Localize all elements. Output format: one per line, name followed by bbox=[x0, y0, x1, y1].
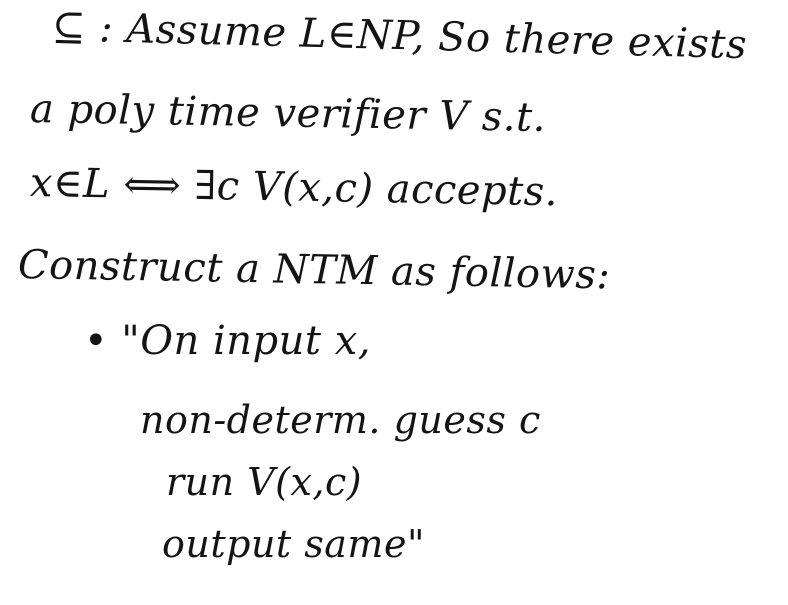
note-line-on-input-x: • "On input x, bbox=[84, 318, 371, 364]
note-line-output-same: output same" bbox=[162, 522, 425, 566]
note-line-construct-ntm: Construct a NTM as follows: bbox=[17, 242, 611, 299]
note-line-run-verifier: run V(x,c) bbox=[166, 460, 363, 504]
note-line-poly-time-verifier: a poly time verifier V s.t. bbox=[29, 86, 547, 142]
note-line-verifier-condition: x∈L ⟺ ∃c V(x,c) accepts. bbox=[29, 160, 559, 216]
note-line-nondeterm-guess: non-determ. guess c bbox=[140, 398, 541, 442]
note-line-subset-assume-l-in-np: ⊆ : Assume L∈NP, So there exists bbox=[51, 4, 748, 69]
